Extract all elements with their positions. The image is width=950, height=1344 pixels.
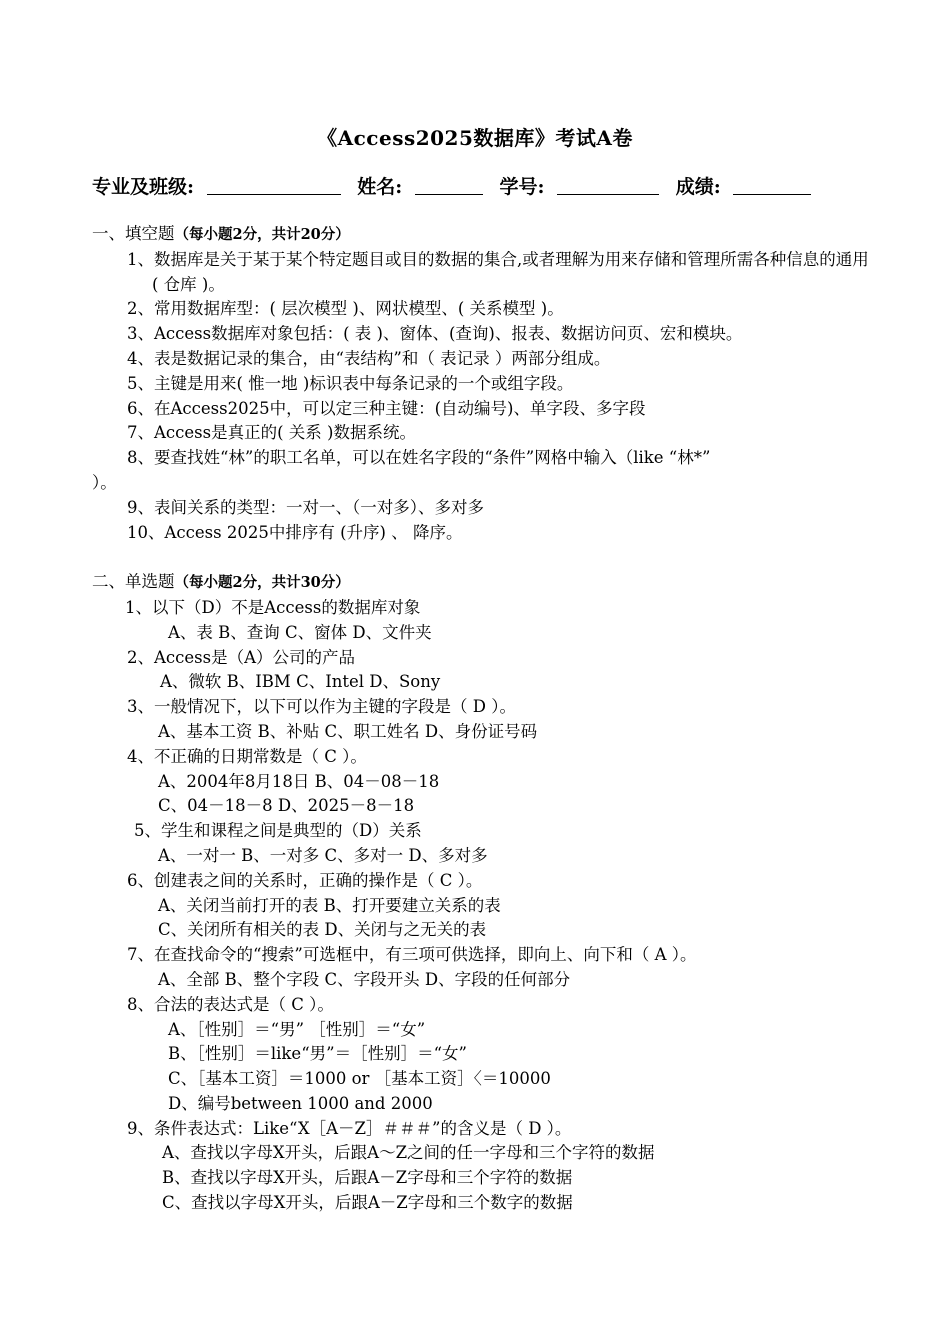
fill-question-2: 2、常用数据库型：( 层次模型 )、网状模型、( 关系模型 )。 [127, 299, 564, 319]
fill-question-5: 5、主键是用来( 惟一地 )标识表中每条记录的一个或组字段。 [127, 373, 574, 393]
fill-question-7: 7、Access是真正的( 关系 )数据系统。 [127, 423, 416, 443]
choice-question-1: 1、以下（D）不是Access的数据库对象 [125, 597, 421, 617]
score-blank [733, 174, 811, 195]
exam-content [92, 222, 872, 1216]
section1-title: 一、填空题 [92, 224, 175, 243]
fill-question-10: 10、Access 2025中排序有 (升序) 、 降序。 [127, 522, 463, 542]
choice-question-5: 5、学生和课程之间是典型的（D）关系 [134, 821, 422, 841]
student-info-row [92, 172, 872, 199]
choice-options-9a: A、查找以字母X开头，后跟A～Z之间的任一字母和三个字符的数据 [162, 1143, 655, 1163]
choice-options-6a: A、关闭当前打开的表 B、打开要建立关系的表 [158, 895, 501, 915]
id-label: 学号: [499, 176, 545, 198]
choice-options-9b: B、查找以字母X开头，后跟A－Z字母和三个字符的数据 [162, 1168, 573, 1188]
page-title: 《Access2025数据库》考试A卷 [317, 126, 633, 150]
choice-options-6b: C、关闭所有相关的表 D、关闭与之无关的表 [158, 920, 487, 940]
section-spacer [92, 545, 872, 570]
fill-question-9: 9、表间关系的类型：一对一、（一对多）、多对多 [127, 497, 484, 517]
fill-question-8: 8、要查找姓“林”的职工名单，可以在姓名字段的“条件”网格中输入（like “林*” [127, 448, 711, 468]
fill-question-6: 6、在Access2025中，可以定三种主键：(自动编号)、单字段、多字段 [127, 398, 646, 418]
section2-heading [92, 570, 872, 596]
fill-question-8-cont: ）。 [92, 472, 117, 492]
fill-question-3: 3、Access数据库对象包括：( 表 )、窗体、(查询)、报表、数据访问页、宏和模块。 [127, 324, 743, 344]
choice-options-8c: C、［基本工资］＝1000 or ［基本工资］〈＝10000 [168, 1069, 551, 1089]
section1-note: （每小题2分，共计20分） [174, 226, 350, 243]
choice-options-3: A、基本工资 B、补贴 C、职工姓名 D、身份证号码 [158, 721, 538, 741]
choice-options-9c: C、查找以字母X开头，后跟A－Z字母和三个数字的数据 [162, 1193, 573, 1213]
choice-options-8a: A、［性别］＝“男” ［性别］＝“女” [168, 1019, 426, 1039]
choice-options-7: A、全部 B、整个字段 C、字段开头 D、字段的任何部分 [158, 969, 571, 989]
choice-options-5: A、一对一 B、一对多 C、多对一 D、多对多 [158, 845, 488, 865]
fill-question-1: 1、数据库是关于某于某个特定题目或目的数据的集合,或者理解为用来存储和管理所需各种信息的通用( 仓库 )。 [127, 249, 869, 294]
score-label: 成绩: [675, 176, 721, 198]
section2-title: 二、单选题 [92, 572, 175, 592]
choice-options-1: A、表 B、查询 C、窗体 D、文件夹 [168, 622, 432, 642]
fill-question-4: 4、表是数据记录的集合，由“表结构”和（ 表记录 ）两部分组成。 [127, 348, 611, 368]
class-blank [207, 174, 341, 195]
id-blank [557, 174, 659, 195]
choice-question-2: 2、Access是（A）公司的产品 [127, 647, 356, 667]
choice-options-4b: C、04－18－8 D、2025－8－18 [158, 796, 415, 816]
choice-options-4a: A、2004年8月18日 B、04－08－18 [158, 771, 440, 791]
name-label: 姓名: [357, 176, 403, 198]
choice-question-8: 8、合法的表达式是（ C ）。 [127, 994, 334, 1014]
choice-question-6: 6、创建表之间的关系时，正确的操作是（ C ）。 [127, 870, 483, 890]
name-blank [415, 174, 483, 195]
choice-options-8b: B、［性别］＝like“男”＝［性别］＝“女” [168, 1044, 467, 1064]
choice-question-3: 3、一般情况下，以下可以作为主键的字段是（ D ）。 [127, 697, 516, 717]
choice-question-9: 9、条件表达式：Like“X［A－Z］＃＃＃”的含义是（ D ）。 [127, 1118, 572, 1138]
section2-note: （每小题2分，共计30分） [174, 574, 350, 592]
choice-options-8d: D、编号between 1000 and 2000 [168, 1093, 433, 1113]
section1-heading [92, 222, 872, 248]
choice-question-7: 7、在查找命令的“搜索”可选框中，有三项可供选择，即向上、向下和（ A ）。 [127, 945, 697, 965]
choice-options-2: A、微软 B、IBM C、Intel D、Sony [160, 672, 441, 692]
class-label: 专业及班级: [92, 176, 195, 198]
choice-question-4: 4、不正确的日期常数是（ C ）。 [127, 746, 367, 766]
